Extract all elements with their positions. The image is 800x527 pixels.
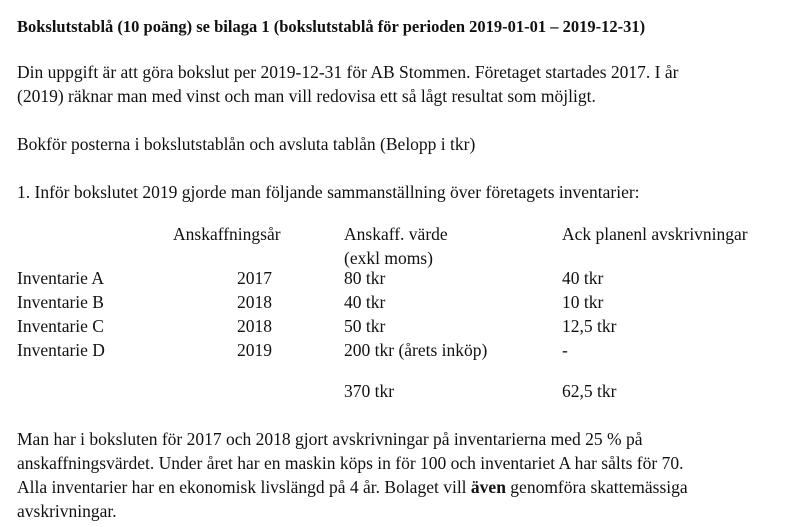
closing-emphasis: även <box>470 477 506 497</box>
total-value: 370 tkr <box>344 381 395 401</box>
header-accumulated-depreciation: Ack planenl avskrivningar <box>562 224 748 244</box>
intro-paragraph <box>17 60 787 108</box>
instruction-paragraph: Bokför posterna i bokslutstablån och avsluta tablån (Belopp i tkr) <box>17 134 476 154</box>
closing-line-3 <box>17 475 787 499</box>
intro-line-1: Din uppgift är att göra bokslut per 2019-12-31 för AB Stommen. Företaget startades 2017. I år <box>17 62 679 82</box>
row-c-name: Inventarie C <box>17 316 104 336</box>
row-a-year: 2017 <box>237 268 272 288</box>
page-title: Bokslutstablå (10 poäng) se bilaga 1 (bokslutstablå för perioden 2019-01-01 – 2019-12-31) <box>17 17 646 36</box>
header-acquisition-value-note: (exkl moms) <box>344 248 433 268</box>
row-d-name: Inventarie D <box>17 340 105 360</box>
closing-paragraph <box>17 427 787 523</box>
closing-line-1: Man har i boksluten för 2017 och 2018 gjort avskrivningar på inventarierna med 25 % på <box>17 429 643 449</box>
row-b-value: 40 tkr <box>344 292 386 312</box>
row-c-year: 2018 <box>237 316 272 336</box>
row-a-name: Inventarie A <box>17 268 104 288</box>
row-a-value: 80 tkr <box>344 268 386 288</box>
row-d-depreciation: - <box>562 340 568 360</box>
closing-line-4: avskrivningar. <box>17 501 117 521</box>
total-depreciation: 62,5 tkr <box>562 381 617 401</box>
row-a-depreciation: 40 tkr <box>562 268 604 288</box>
closing-line-3-end: genomföra skattemässiga <box>505 477 688 497</box>
row-c-depreciation: 12,5 tkr <box>562 316 617 336</box>
row-d-value: 200 tkr (årets inköp) <box>344 340 488 360</box>
inventory-table <box>0 222 800 412</box>
row-d-year: 2019 <box>237 340 272 360</box>
header-acquisition-year: Anskaffningsår <box>173 224 281 244</box>
closing-line-2: anskaffningsvärdet. Under året har en maskin köps in för 100 och inventariet A har sålts för 70. <box>17 453 684 473</box>
row-c-value: 50 tkr <box>344 316 386 336</box>
intro-line-2: (2019) räknar man med vinst och man vill redovisa ett så lågt resultat som möjligt. <box>17 86 596 106</box>
row-b-year: 2018 <box>237 292 272 312</box>
row-b-name: Inventarie B <box>17 292 104 312</box>
closing-line-3-start: Alla inventarier har en ekonomisk livslängd på 4 år. Bolaget vill <box>17 477 471 497</box>
header-acquisition-value: Anskaff. värde <box>344 224 448 244</box>
row-b-depreciation: 10 tkr <box>562 292 604 312</box>
task-1-paragraph: 1. Inför bokslutet 2019 gjorde man följande sammanställning över företagets inventarier: <box>17 182 640 202</box>
